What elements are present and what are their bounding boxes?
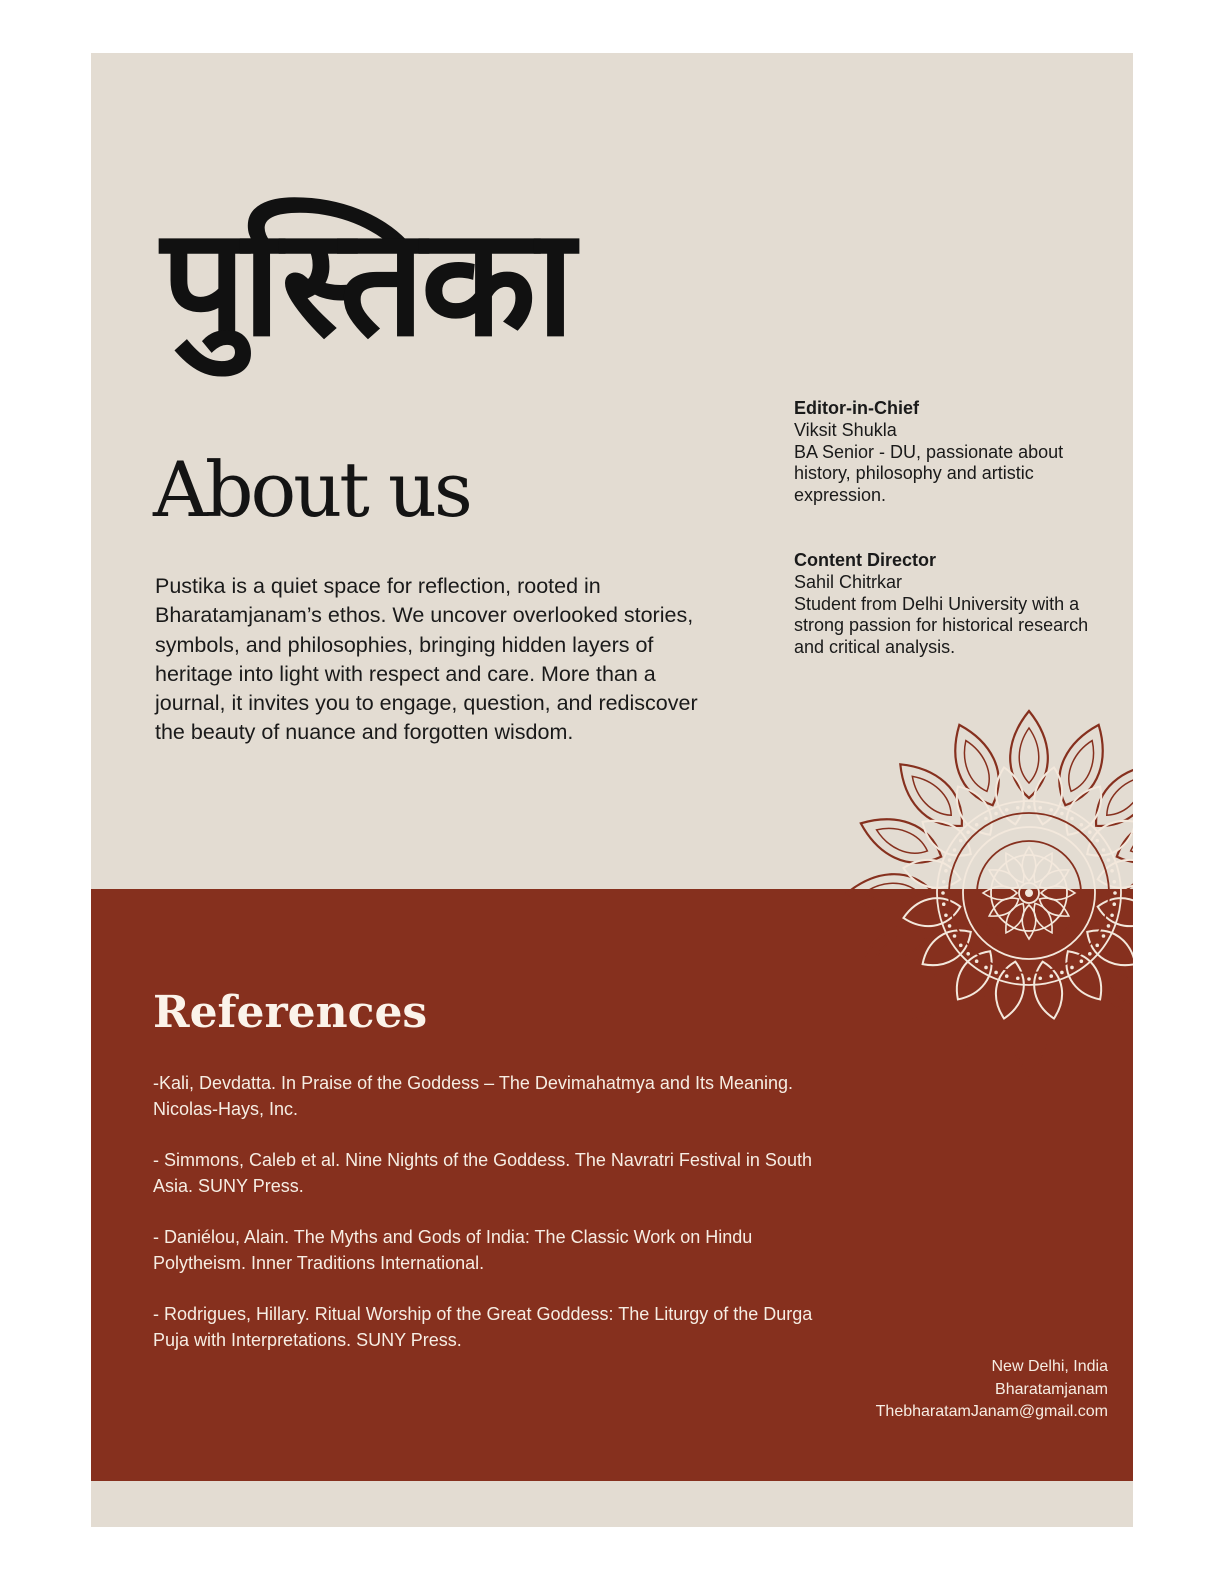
staff-bio: BA Senior - DU, passionate about history, philosophy and artistic expression. <box>794 441 1064 506</box>
staff-bio: Student from Delhi University with a strong passion for historical research and critical analysis. <box>794 593 1089 658</box>
staff-editor-in-chief <box>794 398 1094 507</box>
staff-role: Editor-in-Chief <box>794 398 919 418</box>
staff-name: Sahil Chitrkar <box>794 571 903 592</box>
staff-role: Content Director <box>794 550 937 570</box>
reference-item: - Simmons, Caleb et al. Nine Nights of the Goddess. The Navratri Festival in South Asia. SUNY Press. <box>153 1150 812 1196</box>
reference-item: - Rodrigues, Hillary. Ritual Worship of the Great Goddess: The Liturgy of the Durga Puja with Interpretations. SUNY Press. <box>153 1304 813 1350</box>
staff-name: Viksit Shukla <box>794 419 897 440</box>
contact-org: Bharatamjanam <box>995 1380 1108 1398</box>
about-title: About us <box>153 445 470 534</box>
mandala-decoration <box>839 703 1133 1083</box>
logo: पुस्तिका <box>161 196 571 370</box>
contact-email[interactable]: ThebharatamJanam@gmail.com <box>875 1403 1108 1420</box>
contact-block <box>876 1356 1108 1424</box>
contact-location: New Delhi, India <box>991 1358 1108 1375</box>
staff-content-director <box>794 550 1094 659</box>
page <box>91 53 1133 1527</box>
references-list <box>153 1071 823 1379</box>
reference-item: -Kali, Devdatta. In Praise of the Goddess – The Devimahatmya and Its Meaning. Nicolas-Hays, Inc. <box>153 1073 794 1119</box>
references-title: References <box>153 987 428 1038</box>
about-body: Pustika is a quiet space for reflection, rooted in Bharatamjanam’s ethos. We uncover overlooked stories, symbols, and philosophies, bringing hidden layers of heritage into light with respect and care. More than a journal, it invites you to engage, question, and rediscover the beauty of nuance and forgotten wisdom. <box>155 574 698 745</box>
reference-item: - Daniélou, Alain. The Myths and Gods of India: The Classic Work on Hindu Polytheism. Inner Traditions International. <box>153 1227 753 1273</box>
